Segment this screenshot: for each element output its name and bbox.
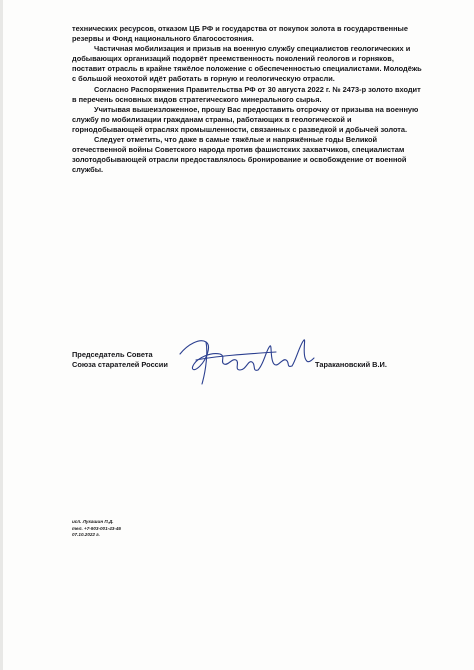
letter-body bbox=[72, 24, 422, 175]
position-line-2: Союза старателей России bbox=[72, 360, 168, 370]
scan-edge bbox=[0, 0, 3, 670]
paragraph-5: Следует отметить, что даже в самые тяжёлые и напряжённые годы Великой отечественной войны Советского народа против фашистских захватчиков, специалистам золотодобывающей отрасли предоставлялось бронирование и освобождение от военной службы. bbox=[72, 135, 407, 175]
paragraph-3: Согласно Распоряжения Правительства РФ от 30 августа 2022 г. № 2473-р золото входит в перечень основных видов стратегического минерального сырья. bbox=[72, 84, 421, 104]
paragraph-4: Учитывая вышеизложенное, прошу Вас предоставить отсрочку от призыва на военную службу по мобилизации гражданам страны, работающих в геологической и горнодобывающей отраслях промышленности, связанных с разведкой и добычей золота. bbox=[72, 104, 419, 134]
executor-phone: тел. +7-903-001-43-46 bbox=[72, 525, 121, 531]
executor-info bbox=[72, 519, 121, 539]
paragraph-2: Частичная мобилизация и призыв на военную службу специалистов геологических и добывающих организаций подорвёт преемственность поколений геологов и горняков, поставит отрасль в крайне тяжёлое положение с обеспеченностью специалистами. Молодёжь с большой неохотой идёт работать в горную и геологическую отрасли. bbox=[72, 44, 422, 84]
paragraph-1: технических ресурсов, отказом ЦБ РФ и государства от покупок золота в государственные резервы и Фонд национального благосостояния. bbox=[72, 24, 408, 44]
handwritten-signature bbox=[176, 330, 316, 390]
executor-name: исп. Лукашин П.Д. bbox=[72, 519, 114, 524]
position-line-1: Председатель Совета bbox=[72, 350, 153, 359]
document-date: 07.10.2022 г. bbox=[72, 532, 100, 538]
signatory-name: Таракановский В.И. bbox=[315, 360, 387, 369]
